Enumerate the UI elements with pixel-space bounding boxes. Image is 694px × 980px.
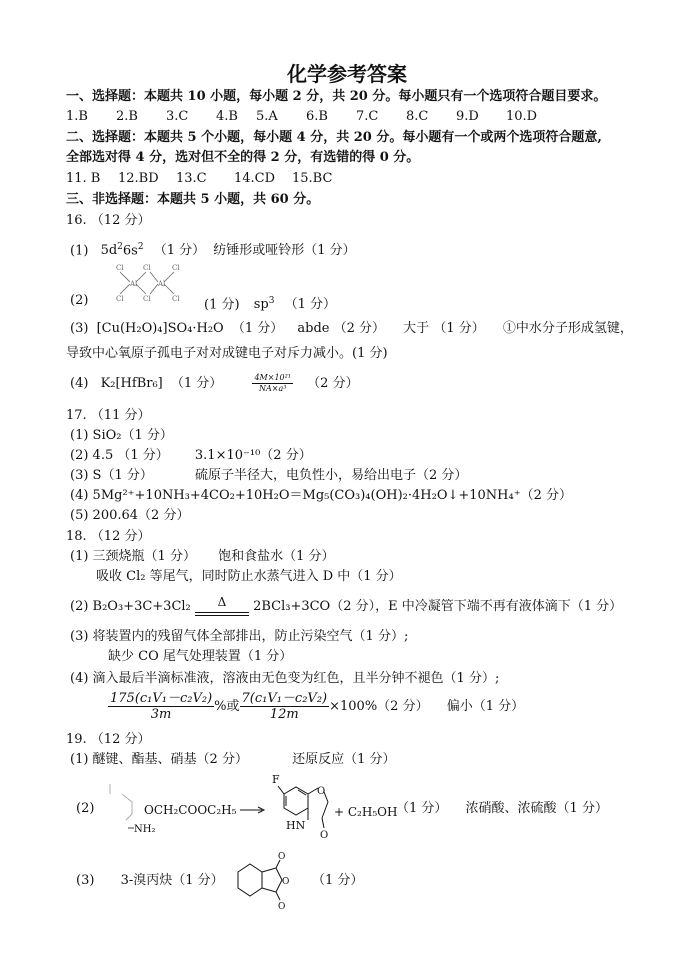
q17-part2: (2) 4.5 （1 分） 3.1×10⁻¹⁰（2 分） xyxy=(70,448,312,463)
answer-8: 8.C xyxy=(406,109,429,124)
q19-part2-num: (2) xyxy=(76,801,95,816)
q18-part3-note: 缺少 CO 尾气处理装置（1 分） xyxy=(108,649,293,664)
section2-heading-2: 全部选对得 4 分，选对但不全的得 2 分，有选错的得 0 分。 xyxy=(66,150,420,165)
chlorine-label: Cl xyxy=(143,264,151,272)
answer-5: 5.A xyxy=(256,109,278,124)
heating-arrow: Δ xyxy=(195,605,249,616)
q19-reaction-scheme xyxy=(100,772,400,844)
chlorine-label: Cl xyxy=(116,295,124,303)
answer-14: 14.CD xyxy=(234,171,276,186)
q19-part3-score: （1 分） xyxy=(312,873,364,888)
q16-part2: (1 分) $sp^3$ （1 分） xyxy=(204,296,336,313)
answer-10: 10.D xyxy=(506,109,538,124)
fluorine-label: F xyxy=(272,773,280,786)
purity-formula-2: $\frac{\text{7(c₁V₁－c₂V₂)}}{12m}$ xyxy=(241,691,328,722)
answer-12: 12.BD xyxy=(118,171,159,186)
chlorine-label: Cl xyxy=(172,264,180,272)
q19-header: 19. （12 分） xyxy=(66,732,151,747)
aluminum-label: Al xyxy=(130,280,138,288)
q19-part1: (1) 醚键、酯基、硝基（2 分） 还原反应（1 分） xyxy=(70,752,396,767)
q18-part2: (2) B₂O₃+3C+3Cl₂ Δ 2BCl₃+3CO（2 分），E 中冷凝管下端不再有液体滴下（1 分） xyxy=(70,595,623,614)
al2cl6-structure xyxy=(100,258,200,308)
q17-part3: (3) S（1 分） 硫原子半径大，电负性小，易给出电子（2 分） xyxy=(70,468,468,483)
ring-oxygen-label: O xyxy=(282,877,290,887)
q16-orbital-shape: 纺锤形或哑铃形（1 分） xyxy=(213,243,356,259)
q17-part4: (4) 5Mg²⁺+10NH₃+4CO₂+10H₂O＝Mg₅(CO₃)₄(OH)₂·4H₂O↓+10NH₄⁺（2 分） xyxy=(70,488,572,503)
q18-part1-note: 吸收 Cl₂ 等尾气，同时防止水蒸气进入 D 中（1 分） xyxy=(96,569,402,584)
q17-header: 17. （11 分） xyxy=(66,408,151,423)
q16-part4: (4) K₂[HfBr₆] （1 分） $\frac{\text{4M×10²¹}}{\text{NA×a³}}$ （2 分） xyxy=(70,373,359,393)
oxygen-label: O xyxy=(278,902,286,912)
answer-4: 4.B xyxy=(216,109,238,124)
oxygen-label: O xyxy=(278,852,286,862)
page-title: 化学参考答案 xyxy=(287,62,407,86)
answer-6: 6.B xyxy=(306,109,328,124)
q18-part4-formula: $\frac{\text{175(c₁V₁－c₂V₂)}}{3m}$ %或 $\frac{\text{7(c₁V₁－c₂V₂)}}{12m}$ ×100%（2 分） 偏小（1 分） xyxy=(110,691,525,722)
byproduct-label: + C₂H₅OH xyxy=(334,805,398,819)
q17-part1: (1) SiO₂（1 分） xyxy=(70,428,173,443)
q16-part3-reason: 导致中心氧原子孤电子对对成键电子对斥力减小。(1 分) xyxy=(66,346,388,361)
answer-7: 7.C xyxy=(356,109,379,124)
answer-15: 15.BC xyxy=(292,171,333,186)
q18-part4: (4) 滴入最后半滴标准液，溶液由无色变为红色，且半分钟不褪色（1 分）; xyxy=(70,671,500,686)
answer-11: 11. B xyxy=(66,171,101,186)
chlorine-label: Cl xyxy=(143,295,151,303)
section1-answers xyxy=(66,108,556,126)
answer-3: 3.C xyxy=(166,109,189,124)
section3-heading: 三、非选择题：本题共 5 小题，共 60 分。 xyxy=(66,192,320,207)
chlorine-label: Cl xyxy=(172,295,180,303)
reactant-label: OCH₂COOC₂H₅ xyxy=(144,803,237,817)
density-formula: $\frac{\text{4M×10²¹}}{\text{NA×a³}}$ xyxy=(254,373,292,393)
q16-part3: (3) [Cu(H₂O)₄]SO₄·H₂O （1 分） abde （2 分） 大于 （1 分） ①中水分子形成氢键， xyxy=(70,321,633,336)
q16-header: 16. （12 分） xyxy=(66,213,151,228)
q18-header: 18. （12 分） xyxy=(66,529,151,544)
q18-part3: (3) 将装置内的残留气体全部排出，防止污染空气（1 分）; xyxy=(70,629,409,644)
chlorine-label: Cl xyxy=(116,264,124,272)
section1-heading: 一、选择题：本题共 10 小题，每小题 2 分，共 20 分。每小题只有一个选项符合题目要求。 xyxy=(66,89,607,104)
q19-part2-score: （1 分） 浓硝酸、浓硫酸（1 分） xyxy=(396,801,608,816)
aluminum-label: Al xyxy=(158,280,166,288)
q16-part2-num: (2) xyxy=(70,293,89,308)
amino-label: NH₂ xyxy=(134,824,156,835)
q17-part5: (5) 200.64（2 分） xyxy=(70,508,190,523)
answer-13: 13.C xyxy=(176,171,207,186)
oxygen-label: O xyxy=(317,786,326,797)
anhydride-structure xyxy=(232,850,312,912)
answer-9: 9.D xyxy=(456,109,479,124)
q19-part3: (3) 3-溴丙炔（1 分） xyxy=(76,873,224,888)
section2-heading-1: 二、选择题：本题共 5 个小题，每小题 4 分，共 20 分。每小题有一个或两个选项符合题意, xyxy=(66,130,602,145)
q16-part1: (1) $5d^26s^2$ （1 分） 纺锤形或哑铃形（1 分） xyxy=(70,242,356,259)
answer-1: 1.B xyxy=(66,109,88,124)
answer-2: 2.B xyxy=(116,109,138,124)
section2-answers xyxy=(66,170,350,188)
q18-part1: (1) 三颈烧瓶（1 分） 饱和食盐水（1 分） xyxy=(70,549,335,564)
imine-label: HN xyxy=(286,819,306,832)
purity-formula-1: $\frac{\text{175(c₁V₁－c₂V₂)}}{3m}$ xyxy=(110,691,213,722)
carbonyl-oxygen-label: O xyxy=(320,830,329,841)
